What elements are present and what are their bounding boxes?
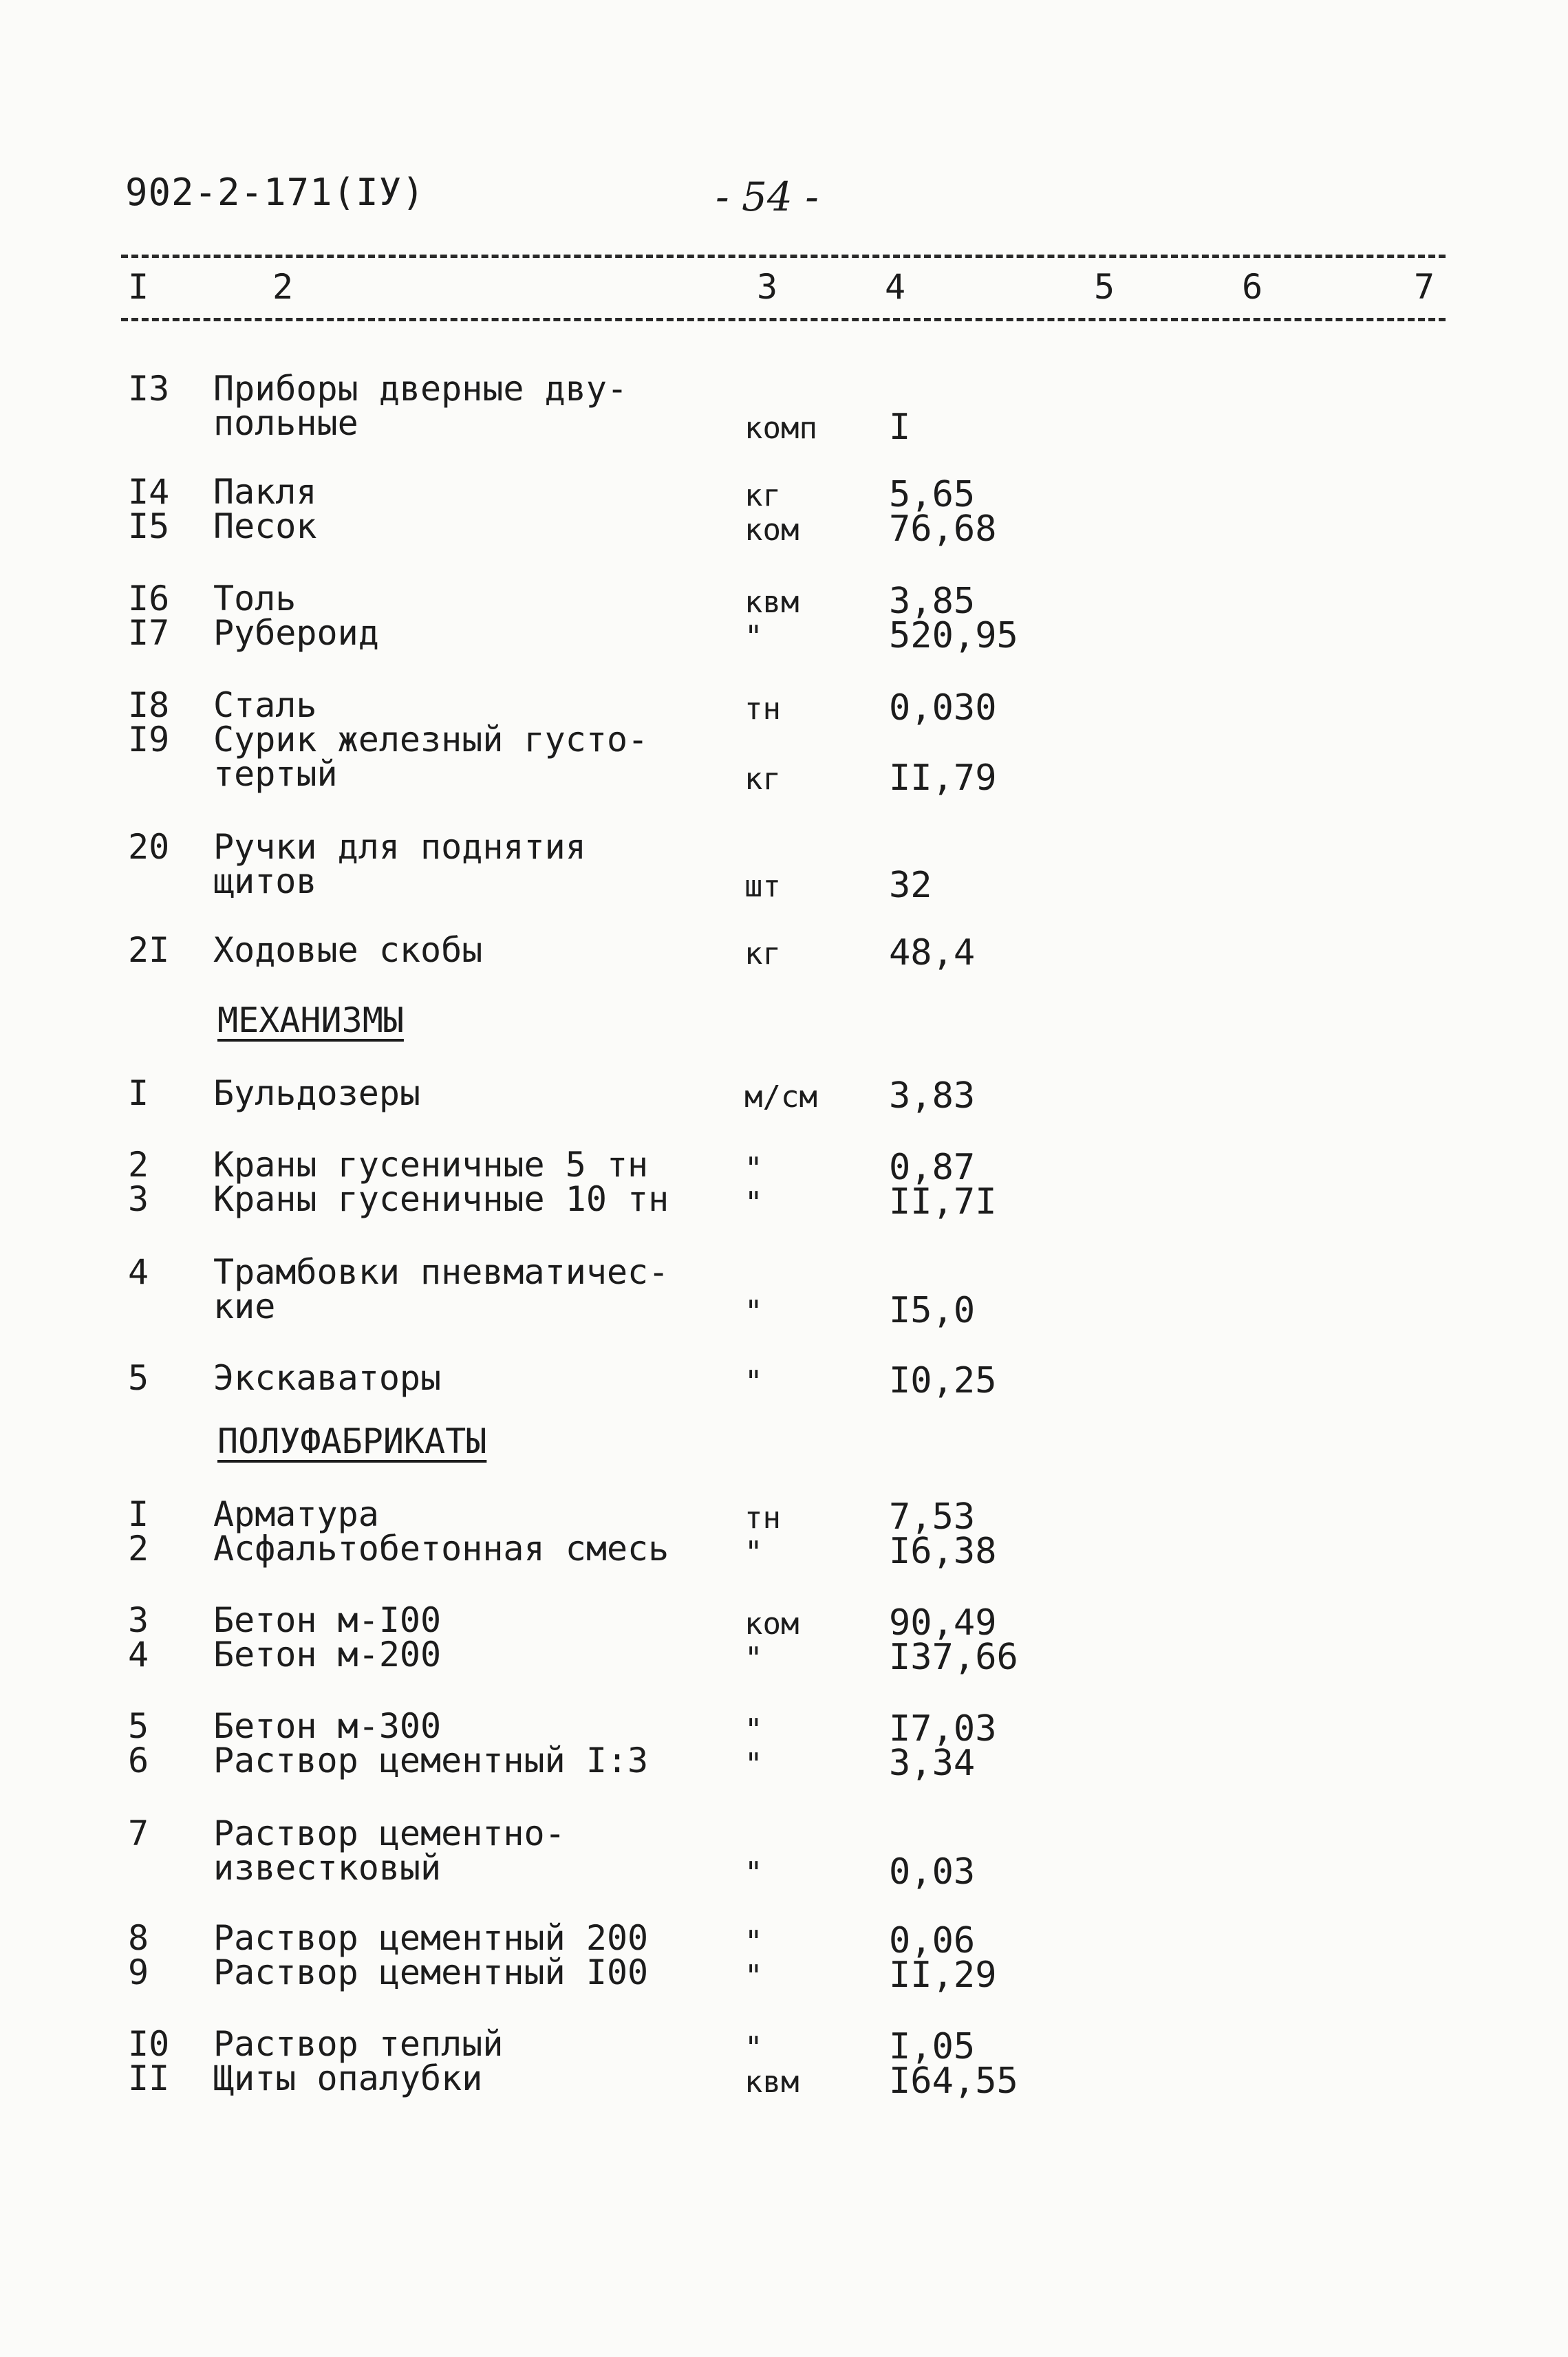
row-name: Бульдозеры [213, 1073, 421, 1113]
row-unit: " [744, 1535, 763, 1570]
row-name: щитов [213, 861, 317, 901]
row-name: польные [213, 403, 358, 443]
row-unit: " [744, 1712, 763, 1747]
row-name: Бетон м-300 [213, 1706, 442, 1746]
row-unit: тн [744, 691, 781, 727]
row-unit: " [744, 2030, 763, 2065]
row-unit: " [744, 1294, 763, 1329]
row-unit: " [744, 1641, 763, 1676]
row-name: Толь [213, 579, 297, 618]
row-name: Ручки для поднятия [213, 827, 586, 867]
row-number: 2I [128, 930, 170, 970]
header-top-rule [121, 255, 1446, 258]
row-unit: " [744, 619, 763, 654]
row-number: I6 [128, 579, 170, 618]
row-name: Песок [213, 506, 317, 546]
row-quantity: I0,25 [889, 1360, 997, 1401]
row-unit: " [744, 1364, 763, 1399]
row-name: Раствор теплый [213, 2024, 504, 2064]
row-unit: " [744, 1924, 763, 1959]
row-name: Сталь [213, 685, 317, 725]
row-quantity: I [889, 407, 911, 448]
row-number: 4 [128, 1252, 149, 1292]
row-quantity: I5,0 [889, 1290, 976, 1331]
row-quantity: 3,85 [889, 581, 976, 622]
row-unit: тн [744, 1500, 781, 1536]
column-header-2: 2 [272, 267, 294, 307]
column-header-7: 7 [1414, 267, 1435, 307]
row-number: 4 [128, 1635, 149, 1675]
row-number: 9 [128, 1952, 149, 1992]
column-header-4: 4 [885, 267, 906, 307]
row-unit: кг [744, 762, 781, 797]
row-quantity: 3,83 [889, 1075, 976, 1117]
column-header-3: 3 [757, 267, 778, 307]
row-unit: " [744, 1855, 763, 1891]
row-name: кие [213, 1287, 276, 1326]
row-name: Краны гусеничные 5 тн [213, 1145, 649, 1185]
page-number: - 54 - [716, 173, 819, 220]
section-title-semifinished: ПОЛУФАБРИКАТЫ [217, 1421, 487, 1461]
row-quantity: 7,53 [889, 1496, 976, 1538]
row-quantity: I64,55 [889, 2060, 1018, 2102]
row-name: Трамбовки пневматичес- [213, 1252, 669, 1292]
row-quantity: 0,87 [889, 1147, 976, 1188]
row-unit: кг [744, 478, 781, 513]
row-unit: ком [744, 513, 799, 548]
row-name: Бетон м-I00 [213, 1600, 442, 1640]
row-number: 3 [128, 1179, 149, 1219]
row-unit: " [744, 1151, 763, 1186]
row-name: известковый [213, 1848, 442, 1888]
row-name: тертый [213, 754, 338, 794]
row-quantity: I7,03 [889, 1708, 997, 1750]
row-quantity: 520,95 [889, 615, 1018, 656]
row-quantity: II,29 [889, 1955, 997, 1996]
header-bottom-rule [121, 318, 1446, 321]
row-number: I7 [128, 613, 170, 653]
row-unit: " [744, 1185, 763, 1220]
row-name: Сурик железный густо- [213, 720, 649, 760]
row-number: 3 [128, 1600, 149, 1640]
row-number: I [128, 1494, 149, 1534]
row-quantity: 3,34 [889, 1743, 976, 1784]
row-quantity: I,05 [889, 2026, 976, 2067]
row-unit: квм [744, 2065, 799, 2100]
row-number: 5 [128, 1706, 149, 1746]
row-name: Экскаваторы [213, 1358, 442, 1398]
row-quantity: 76,68 [889, 508, 997, 550]
row-unit: комп [744, 411, 817, 446]
row-number: 5 [128, 1358, 149, 1398]
row-name: Арматура [213, 1494, 379, 1534]
row-number: 8 [128, 1918, 149, 1958]
row-unit: кг [744, 936, 781, 971]
row-number: 2 [128, 1529, 149, 1569]
row-number: I9 [128, 720, 170, 760]
row-quantity: 32 [889, 865, 932, 906]
row-name: Щиты опалубки [213, 2058, 483, 2098]
row-name: Приборы дверные дву- [213, 369, 628, 409]
row-unit: ком [744, 1606, 799, 1642]
row-number: I8 [128, 685, 170, 725]
row-quantity: II,79 [889, 757, 997, 799]
row-number: 6 [128, 1741, 149, 1780]
document-code: 902-2-171(IУ) [125, 171, 425, 214]
row-name: Краны гусеничные 10 тн [213, 1179, 669, 1219]
row-name: Ходовые скобы [213, 930, 483, 970]
row-name: Бетон м-200 [213, 1635, 442, 1675]
row-name: Пакля [213, 472, 317, 512]
row-name: Рубероид [213, 613, 379, 653]
row-unit: " [744, 1959, 763, 1994]
row-quantity: I37,66 [889, 1637, 1018, 1678]
row-quantity: 48,4 [889, 932, 976, 973]
row-number: I3 [128, 369, 170, 409]
column-header-1: I [128, 267, 149, 307]
row-unit: квм [744, 585, 799, 620]
row-quantity: 90,49 [889, 1602, 997, 1644]
row-unit: м/см [744, 1079, 817, 1115]
row-name: Раствор цементно- [213, 1814, 566, 1853]
row-number: II [128, 2058, 170, 2098]
row-quantity: I6,38 [889, 1531, 997, 1572]
row-unit: " [744, 1747, 763, 1782]
row-number: I [128, 1073, 149, 1113]
row-number: I0 [128, 2024, 170, 2064]
row-unit: шт [744, 869, 781, 904]
column-header-5: 5 [1094, 267, 1115, 307]
row-name: Раствор цементный I00 [213, 1952, 649, 1992]
row-quantity: 0,03 [889, 1851, 976, 1893]
row-quantity: II,7I [889, 1181, 997, 1223]
row-name: Раствор цементный I:3 [213, 1741, 649, 1780]
row-name: Асфальтобетонная смесь [213, 1529, 669, 1569]
row-quantity: 0,06 [889, 1920, 976, 1961]
section-title-mechanisms: МЕХАНИЗМЫ [217, 1000, 404, 1040]
row-name: Раствор цементный 200 [213, 1918, 649, 1958]
row-number: 7 [128, 1814, 149, 1853]
row-quantity: 0,030 [889, 687, 997, 729]
row-quantity: 5,65 [889, 474, 976, 515]
row-number: I4 [128, 472, 170, 512]
row-number: 20 [128, 827, 170, 867]
row-number: I5 [128, 506, 170, 546]
row-number: 2 [128, 1145, 149, 1185]
column-header-6: 6 [1242, 267, 1263, 307]
